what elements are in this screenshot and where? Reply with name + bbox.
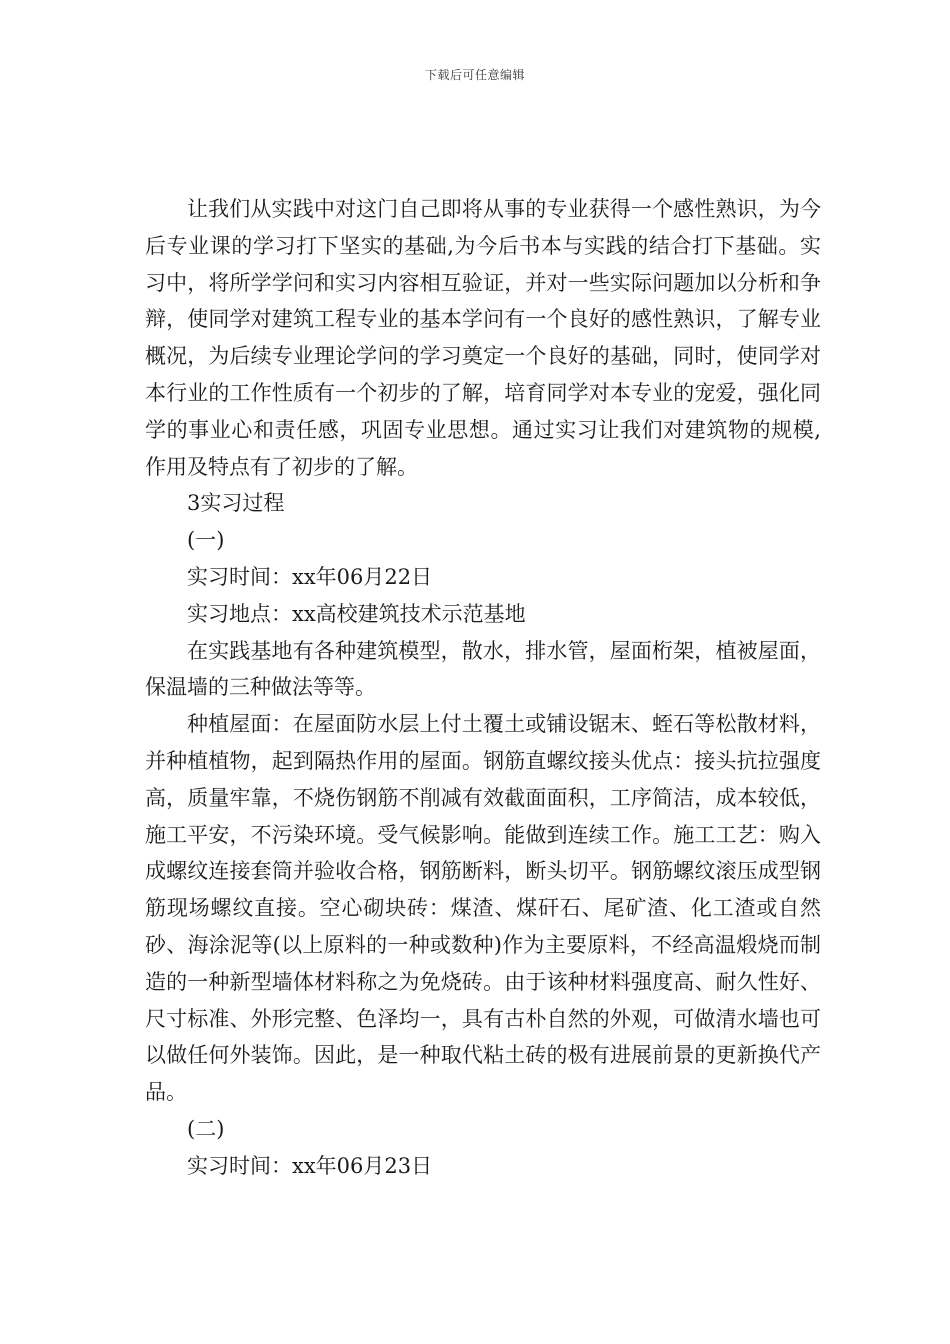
- section-title: 3实习过程: [187, 491, 285, 516]
- planted-roof-paragraph: 种植屋面：在屋面防水层上付土覆土或铺设锯末、蛭石等松散材料，并种植植物，起到隔热作用的屋面。钢筋直螺纹接头优点：接头抗拉强度高，质量牢靠，不烧伤钢筋不削减有效截面面积，工序简洁，成本较低，施工平安，不污染环境。受气候影响。能做到连续工作。施工工艺：购入成螺纹连接套筒并验收合格，钢筋断料，断头切平。钢筋螺纹滚压成型钢筋现场螺纹直接。空心砌块砖：煤渣、煤矸石、尾矿渣、化工渣或自然 砂、海涂泥等(以上原料的一种或数种)作为主要原料，不经高温煅烧而制造的一种新型墙体材料称之为免烧砖。由于该种材料强度高、耐久性好、尺寸标准、外形完整、色泽均一，具有古朴自然的外观，可做清水墙也可以做任何外装饰。因此，是一种取代粘土砖的极有进展前景的更新换代产品。: [145, 712, 821, 1105]
- part-one-label: (一): [187, 528, 225, 553]
- part-two-label: (二): [187, 1116, 225, 1141]
- document-body: [145, 191, 821, 1185]
- page-header-note: 下载后可任意编辑: [424, 68, 525, 82]
- part-one-time: 实习时间：xx年06月22日: [187, 564, 433, 589]
- intro-paragraph: 让我们从实践中对这门自己即将从事的专业获得一个感性熟识，为今后专业课的学习打下坚实的基础,为今后书本与实践的结合打下基础。实习中，将所学学问和实习内容相互验证，并对一些实际问题加以分析和争辩，使同学对建筑工程专业的基本学问有一个良好的感性熟识，了解专业概况，为后续专业理论学问的学习奠定一个良好的基础，同时，使同学对本行业的工作性质有一个初步的了解，培育同学对本专业的宠爱，强化同学的事业心和责任感，巩固专业思想。通过实习让我们对建筑物的规模,作用及特点有了初步的了解。: [145, 197, 821, 479]
- part-one-place: 实习地点：xx高校建筑技术示范基地: [187, 601, 526, 626]
- part-two-time: 实习时间：xx年06月23日: [187, 1153, 433, 1178]
- base-description-paragraph: 在实践基地有各种建筑模型，散水，排水管，屋面桁架，植被屋面，保温墙的三种做法等等。: [145, 638, 821, 700]
